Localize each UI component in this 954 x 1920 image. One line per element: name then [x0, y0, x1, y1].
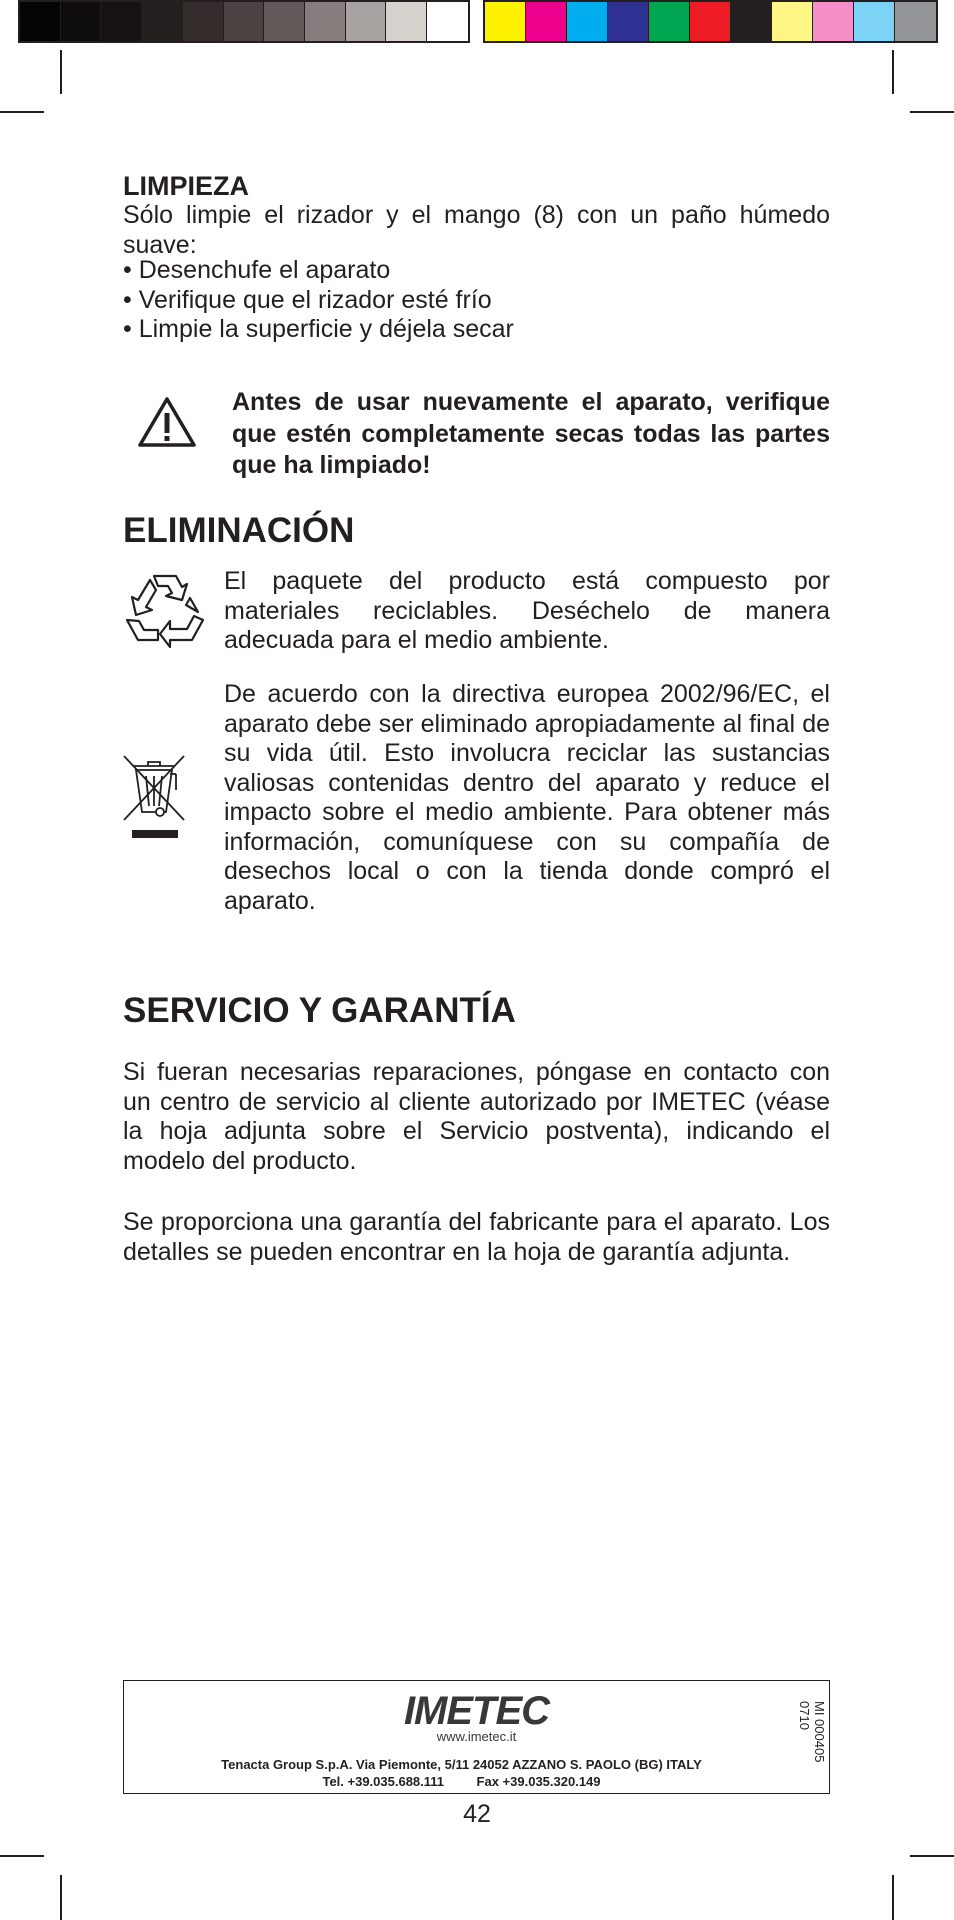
crop-mark: [0, 1855, 44, 1857]
weee-directive-text: De acuerdo con la directiva europea 2002/96/EC, el aparato debe ser eliminado apropiadamente al final de su vida útil. Esto involucra reciclar las sustancias valiosas contenidas dentro del aparato y reduce el impacto sobre el medio ambiente. Para obtener más información, comuníquese con su compañía de desechos local o con la tienda donde compró el aparato.: [224, 680, 830, 915]
service-title: SERVICIO Y GARANTÍA: [123, 991, 516, 1030]
list-item: • Desenchufe el aparato: [123, 256, 514, 286]
calibration-swatch: [526, 2, 567, 41]
cleaning-title: LIMPIEZA: [123, 171, 249, 201]
repair-text: Si fueran necesarias reparaciones, póngase en contacto con un centro de servicio al cliente autorizado por IMETEC (véase la hoja adjunta sobre el Servicio postventa), indicando el modelo del producto.: [123, 1058, 830, 1175]
crop-mark: [910, 1855, 954, 1857]
imetec-logo: IMETEC: [403, 1689, 550, 1733]
grayscale-calibration-bar: [18, 0, 470, 43]
warning-triangle-icon: [137, 396, 197, 448]
disposal-title: ELIMINACIÓN: [123, 511, 355, 550]
calibration-swatch: [346, 2, 387, 41]
calibration-swatch: [854, 2, 895, 41]
color-calibration-bar: [483, 0, 938, 43]
calibration-swatch: [895, 2, 936, 41]
calibration-swatch: [772, 2, 813, 41]
calibration-swatch: [731, 2, 772, 41]
list-item: • Limpie la superficie y déjela secar: [123, 315, 514, 345]
website-url: www.imetec.it: [436, 1729, 517, 1744]
calibration-swatch: [101, 2, 142, 41]
cleaning-steps-list: [123, 256, 514, 345]
calibration-swatch: [264, 2, 305, 41]
calibration-swatch: [386, 2, 427, 41]
cleaning-intro: Sólo limpie el rizador y el mango (8) con un paño húmedo suave:: [123, 201, 830, 259]
crop-mark: [60, 1875, 62, 1920]
calibration-swatch: [813, 2, 854, 41]
calibration-swatch: [608, 2, 649, 41]
recycle-icon: [124, 572, 206, 648]
cleaning-warning: Antes de usar nuevamente el aparato, verifique que estén completamente secas todas las partes que ha limpiado!: [232, 388, 830, 479]
crop-mark: [60, 50, 62, 94]
document-code: MI 000405 0710: [797, 1701, 827, 1763]
packaging-disposal-text: El paquete del producto está compuesto por materiales reciclables. Deséchelo de manera adecuada para el medio ambiente.: [224, 567, 830, 654]
calibration-swatch: [142, 2, 183, 41]
crop-mark: [910, 111, 954, 113]
warranty-text: Se proporciona una garantía del fabricante para el aparato. Los detalles se pueden encontrar en la hoja de garantía adjunta.: [123, 1208, 830, 1266]
company-address: Tenacta Group S.p.A. Via Piemonte, 5/11 24052 AZZANO S. PAOLO (BG) ITALY: [221, 1757, 702, 1772]
calibration-swatch: [649, 2, 690, 41]
calibration-swatch: [20, 2, 61, 41]
list-item: • Verifique que el rizador esté frío: [123, 286, 514, 316]
calibration-swatch: [224, 2, 265, 41]
calibration-swatch: [61, 2, 102, 41]
company-contact: Tel. +39.035.688.111 Fax +39.035.320.149: [322, 1774, 601, 1789]
crop-mark: [892, 1875, 894, 1920]
weee-crossed-bin-icon: [122, 754, 188, 840]
calibration-swatch: [690, 2, 731, 41]
calibration-swatch: [427, 2, 468, 41]
calibration-swatch: [567, 2, 608, 41]
crop-mark: [892, 50, 894, 94]
page-number: 42: [463, 1800, 491, 1828]
calibration-swatch: [305, 2, 346, 41]
calibration-swatch: [485, 2, 526, 41]
calibration-swatch: [183, 2, 224, 41]
manufacturer-info-box: [123, 1680, 830, 1794]
crop-mark: [0, 111, 44, 113]
